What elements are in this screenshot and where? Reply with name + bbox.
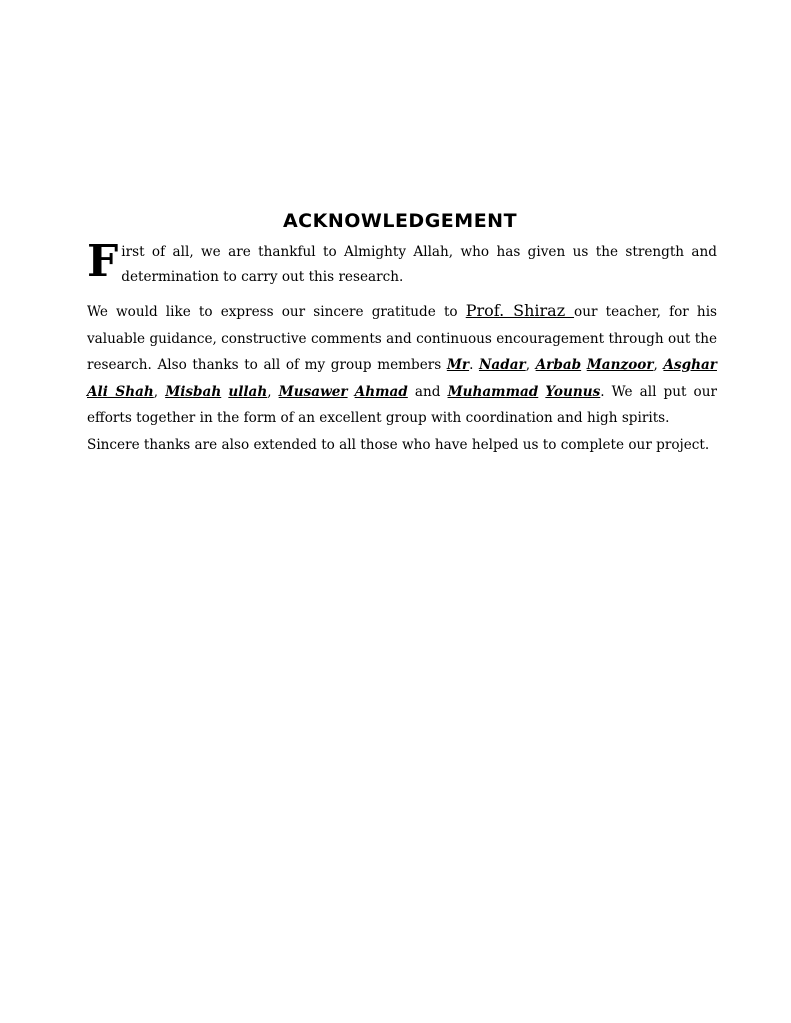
gratitude-text-2: our teacher, for his valuable guidance, constructive comments and continuous encouragement through out the research. Also thanks to all of my group members <box>87 304 718 373</box>
separator: , <box>267 383 279 400</box>
separator: and <box>407 383 448 400</box>
separator: . <box>469 357 479 373</box>
drop-cap: F <box>87 236 119 287</box>
member-name: Arbab <box>535 357 582 373</box>
member-name: Misbah <box>165 383 222 400</box>
gratitude-text-1: We would like to express our sincere gratitude to <box>87 304 466 320</box>
member-name: Muhammad <box>447 383 539 400</box>
member-name: Asghar <box>663 357 717 373</box>
separator: , <box>653 357 664 373</box>
member-name: ullah <box>228 383 268 400</box>
member-name: Mr <box>446 357 470 373</box>
member-name: Manzoor <box>586 357 654 373</box>
gratitude-text-3: . We all put our efforts together in the form of an excellent group with coordination and high spirits. <box>87 383 717 426</box>
member-name: Younus <box>545 383 601 400</box>
intro-text: irst of all, we are thankful to Almighty Allah, who has given us the strength and determination to carry out this research. <box>121 244 717 285</box>
page-title: ACKNOWLEDGEMENT <box>282 210 518 232</box>
separator: , <box>525 357 536 373</box>
intro-paragraph <box>87 236 717 290</box>
member-name: Musawer <box>278 383 348 400</box>
closing-paragraph: Sincere thanks are also extended to all those who have helped us to complete our project. <box>87 436 710 453</box>
member-name: Ahmad <box>354 383 408 400</box>
separator <box>348 384 355 400</box>
separator: , <box>153 383 166 400</box>
member-name: Nadar <box>478 357 526 373</box>
member-name: Ali Shah <box>87 383 154 400</box>
gratitude-paragraph <box>87 298 717 432</box>
professor-name: Prof. Shiraz <box>465 301 575 320</box>
document-body <box>87 236 718 458</box>
